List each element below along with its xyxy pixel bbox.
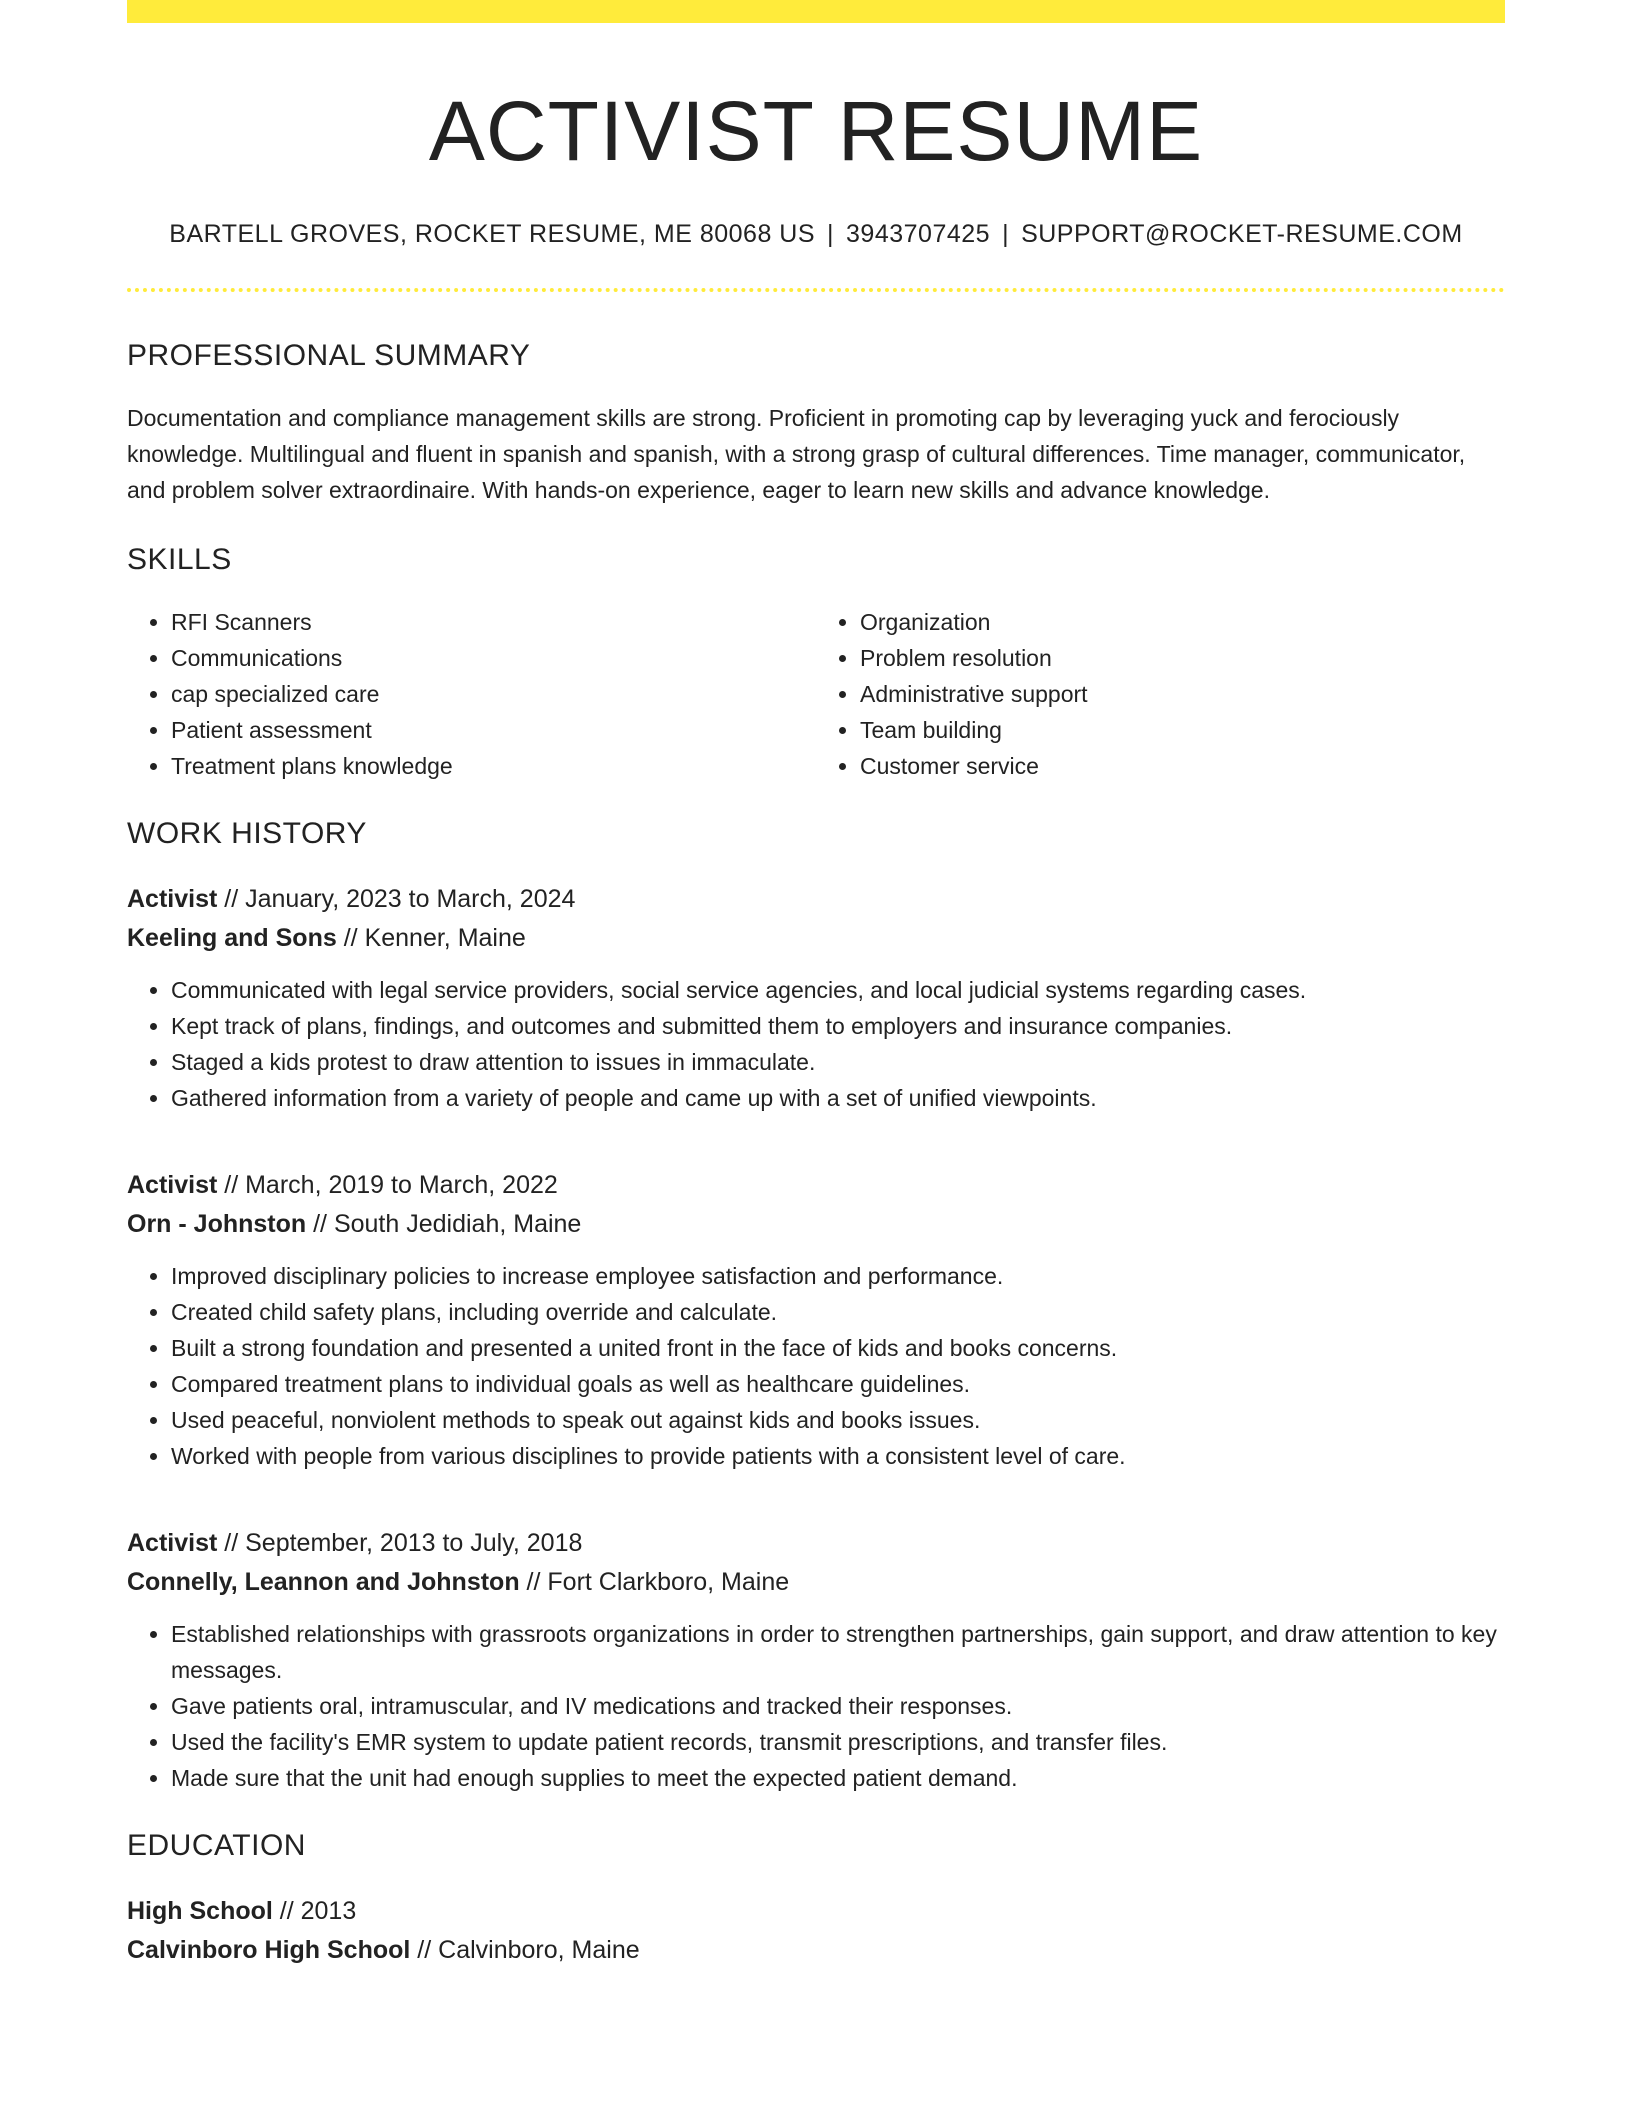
contact-email: SUPPORT@ROCKET-RESUME.COM [1021,220,1463,249]
job-company-line [127,919,1505,958]
skills-list-right [816,604,1505,784]
job-bullets [127,1616,1505,1796]
contact-phone: 3943707425 [846,220,991,249]
delimiter: // [272,1897,301,1926]
skills-grid [127,604,1505,784]
job-location: Kenner, Maine [364,924,526,953]
job-title: Activist [127,1529,218,1558]
skill-item: • Problem resolution [860,640,1505,676]
education-school: Calvinboro High School [127,1936,411,1965]
education-year: 2013 [300,1897,357,1926]
contact-separator: | [1002,220,1010,249]
contact-separator: | [827,220,835,249]
job-company: Orn - Johnston [127,1210,307,1239]
job-bullet: • Kept track of plans, findings, and outcomes and submitted them to employers and insurance companies. [171,1008,1505,1044]
job-bullet: • Used peaceful, nonviolent methods to speak out against kids and books issues. [171,1402,1505,1438]
job-title-line [127,1166,1505,1205]
job-bullet: • Gave patients oral, intramuscular, and IV medications and tracked their responses. [171,1688,1505,1724]
delimiter: // [217,885,246,914]
resume-title: ACTIVIST RESUME [428,84,1204,178]
job-title: Activist [127,885,218,914]
work-history-heading: WORK HISTORY [127,817,367,851]
job-entry [127,1524,1505,1796]
job-bullet: • Improved disciplinary policies to increase employee satisfaction and performance. [171,1258,1505,1294]
education-entry [127,1892,1505,1970]
education-location: Calvinboro, Maine [438,1936,640,1965]
job-dates: January, 2023 to March, 2024 [245,885,576,914]
job-bullets [127,972,1505,1116]
job-company: Keeling and Sons [127,924,337,953]
summary-text: Documentation and compliance management skills are strong. Proficient in promoting cap by leveraging yuck and ferociously knowledge. Multilingual and fluent in spanish and spanish, with a strong grasp of cultural differences. Time manager, communicator, and problem solver extraordinaire. With hands-on experience, eager to learn new skills and advance knowledge. [127,405,1466,504]
job-company: Connelly, Leannon and Johnston [127,1568,520,1597]
job-bullet: • Built a strong foundation and presented a united front in the face of kids and books concerns. [171,1330,1505,1366]
job-bullet: • Staged a kids protest to draw attention to issues in immaculate. [171,1044,1505,1080]
accent-bar [127,0,1505,23]
education-degree: High School [127,1897,273,1926]
summary-heading: PROFESSIONAL SUMMARY [127,339,531,373]
delimiter: // [217,1171,246,1200]
skill-item: • RFI Scanners [171,604,816,640]
job-bullet: • Established relationships with grassroots organizations in order to strengthen partnerships, gain support, and draw attention to key messages. [171,1616,1505,1688]
contact-address: BARTELL GROVES, ROCKET RESUME, ME 80068 US [169,220,816,249]
job-bullet: • Used the facility's EMR system to update patient records, transmit prescriptions, and transfer files. [171,1724,1505,1760]
dotted-divider [127,288,1505,292]
skill-item: • Team building [860,712,1505,748]
job-bullet: • Made sure that the unit had enough supplies to meet the expected patient demand. [171,1760,1505,1796]
job-entry [127,880,1505,1116]
delimiter: // [336,924,365,953]
job-location: Fort Clarkboro, Maine [547,1568,790,1597]
contact-line [127,219,1505,249]
job-title: Activist [127,1171,218,1200]
job-bullet: • Created child safety plans, including override and calculate. [171,1294,1505,1330]
job-bullets [127,1258,1505,1474]
job-entry [127,1166,1505,1474]
job-location: South Jedidiah, Maine [333,1210,582,1239]
skill-item: • cap specialized care [171,676,816,712]
delimiter: // [306,1210,334,1239]
delimiter: // [519,1568,548,1597]
job-dates: March, 2019 to March, 2022 [245,1171,558,1200]
job-dates: September, 2013 to July, 2018 [245,1529,583,1558]
job-bullet: • Worked with people from various disciplines to provide patients with a consistent level of care. [171,1438,1505,1474]
skill-item: • Administrative support [860,676,1505,712]
skills-list-left [127,604,816,784]
job-bullet: • Communicated with legal service providers, social service agencies, and local judicial systems regarding cases. [171,972,1505,1008]
skills-heading: SKILLS [127,543,232,577]
skill-item: • Patient assessment [171,712,816,748]
education-degree-line [127,1892,1505,1931]
delimiter: // [217,1529,246,1558]
job-title-line [127,880,1505,919]
skill-item: • Communications [171,640,816,676]
education-school-line [127,1931,1505,1970]
job-title-line [127,1524,1505,1563]
job-company-line [127,1205,1505,1244]
skill-item: • Treatment plans knowledge [171,748,816,784]
job-bullet: • Gathered information from a variety of people and came up with a set of unified viewpoints. [171,1080,1505,1116]
job-bullet: • Compared treatment plans to individual goals as well as healthcare guidelines. [171,1366,1505,1402]
education-heading: EDUCATION [127,1829,306,1863]
skill-item: • Organization [860,604,1505,640]
job-company-line [127,1563,1505,1602]
skill-item: • Customer service [860,748,1505,784]
delimiter: // [410,1936,439,1965]
